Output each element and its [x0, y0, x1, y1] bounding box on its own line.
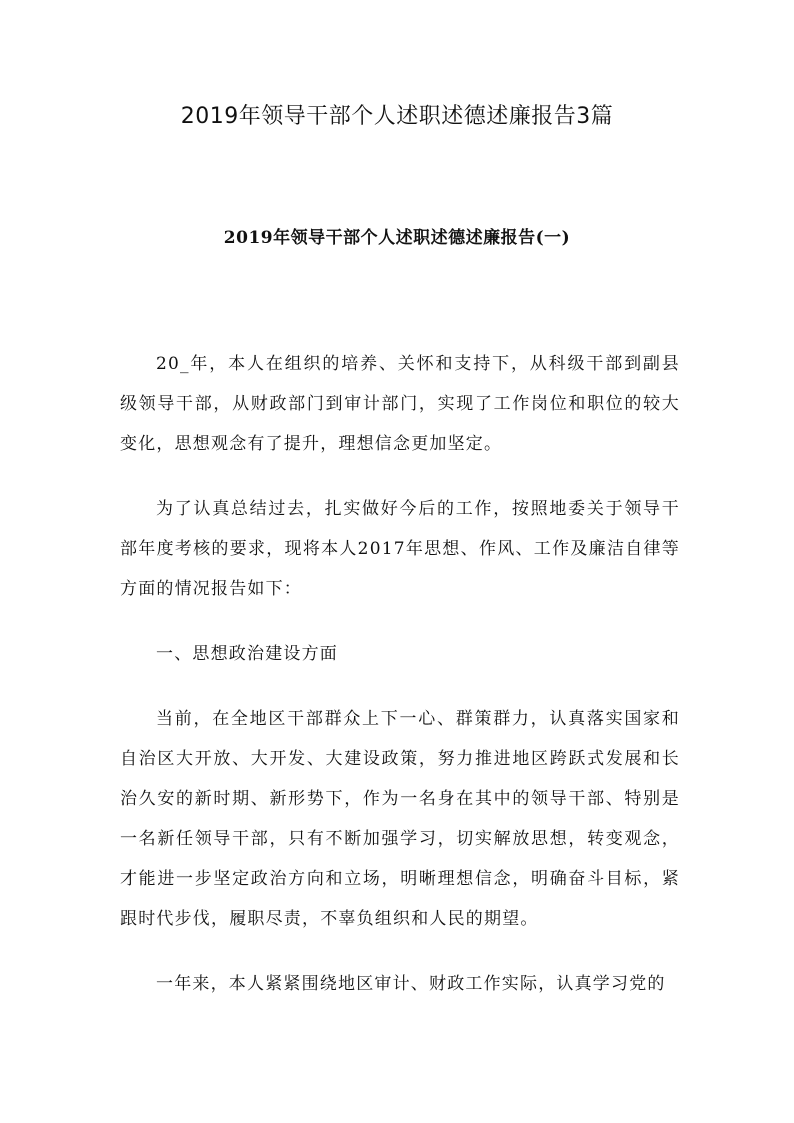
document-body: [120, 344, 680, 1029]
paragraph: 为了认真总结过去，扎实做好今后的工作，按照地委关于领导干部年度考核的要求，现将本人2017年思想、作风、工作及廉洁自律等方面的情况报告如下：: [120, 499, 680, 599]
paragraph: 一年来，本人紧紧围绕地区审计、财政工作实际，认真学习党的: [156, 974, 666, 994]
section-subtitle: 2019年领导干部个人述职述德述廉报告(一): [223, 228, 571, 248]
section-heading: 一、思想政治建设方面: [156, 644, 338, 664]
paragraph: 当前，在全地区干部群众上下一心、群策群力，认真落实国家和自治区大开放、大开发、大建设政策，努力推进地区跨跃式发展和长治久安的新时期、新形势下，作为一名身在其中的领导干部、特别是一名新任领导干部，只有不断加强学习，切实解放思想，转变观念，才能进一步坚定政治方向和立场，明晰理想信念，明确奋斗目标，紧跟时代步伐，履职尽责，不辜负组织和人民的期望。: [120, 709, 680, 929]
document-title: 2019年领导干部个人述职述德述廉报告3篇: [180, 104, 614, 129]
paragraph: 20_年，本人在组织的培养、关怀和支持下，从科级干部到副县级领导干部，从财政部门到审计部门，实现了工作岗位和职位的较大变化，思想观念有了提升，理想信念更加坚定。: [120, 354, 680, 454]
